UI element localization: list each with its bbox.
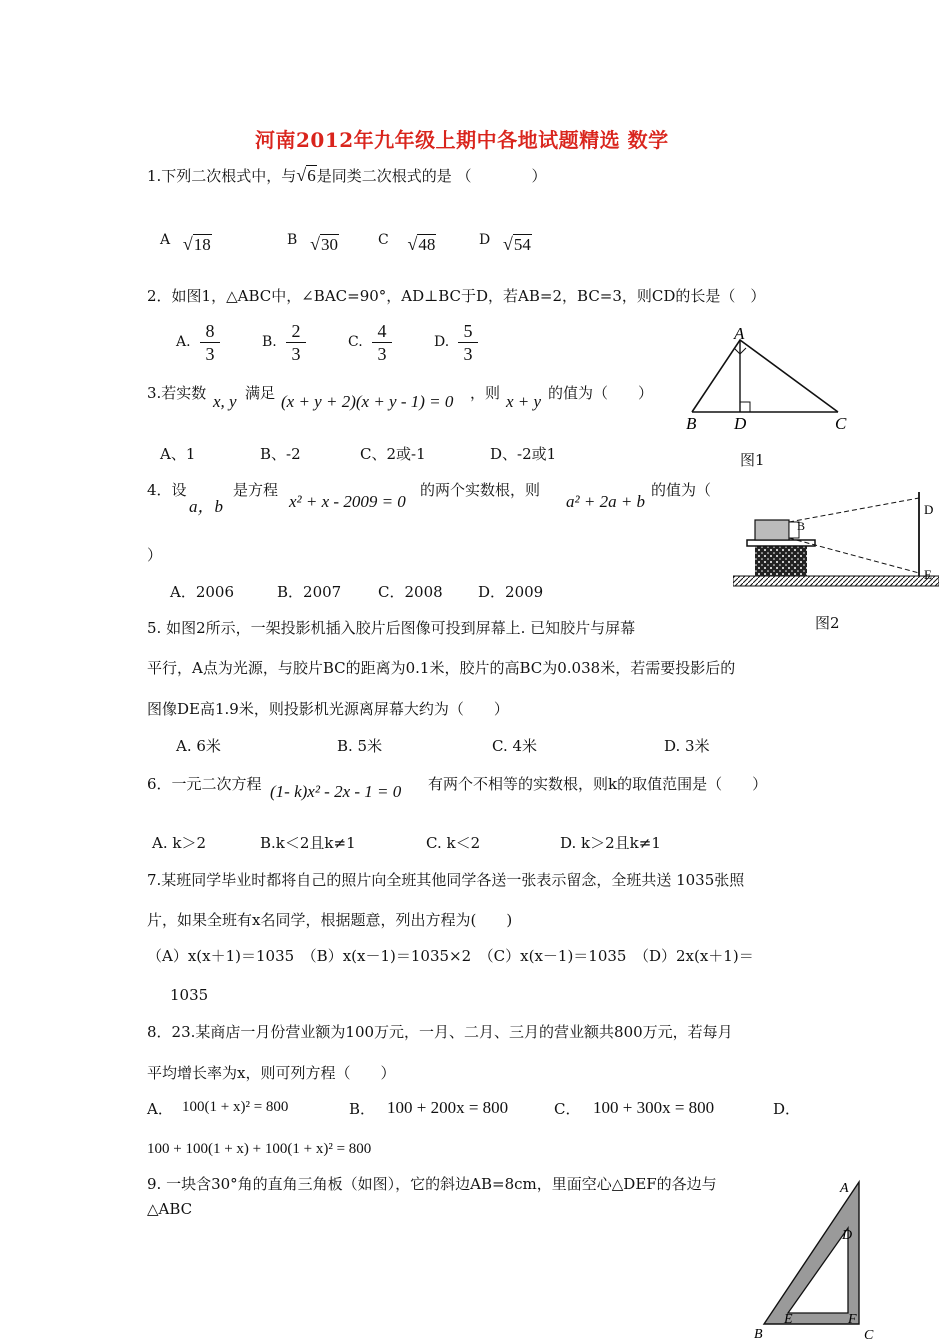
q5-option-d: D. 3米 [664,737,710,755]
page-title: 河南2012年九年级上期中各地试题精选 数学 [255,128,669,152]
q7-line-4: 1035 [170,986,209,1004]
q8-option-a-label: A． [147,1100,173,1118]
fig3-label-d: D [842,1228,853,1243]
q6-option-b: B.k＜2且k≠1 [260,834,356,852]
q3-stem-pre: 3.若实数 [147,384,207,402]
q8-line-1: 8．23.某商店一月份营业额为100万元，一月、二月、三月的营业额共800万元，若每月 [147,1023,733,1041]
q2-option-b-label: B. [262,334,277,350]
q1-option-b: B √30 [287,232,338,254]
q3-option-a: A、1 [160,445,196,463]
q6-option-a: A. k＞2 [152,834,207,852]
q4-vars: a，b [189,497,223,516]
q5-option-c: C. 4米 [492,737,538,755]
q3-stem-mid: 满足 [245,384,276,402]
q8-option-d-label: D． [773,1100,801,1118]
question-1 [147,165,546,186]
fig1-label-c: C [835,414,847,433]
q3-stem-post2: 的值为（ ） [548,384,654,402]
q3-option-b: B、-2 [260,445,301,463]
q4-stem-pre: 4．设 [147,481,187,499]
q4-option-c: C．2008 [378,583,443,601]
q3-option-c: C、2或-1 [360,445,426,463]
q2-option-c-label: C. [348,334,363,350]
fig3-label-b: B [754,1327,763,1342]
q8-option-a: 100(1 + x)² = 800 [182,1099,289,1115]
fig2-label-b: B [797,519,806,533]
q1-option-d: D √54 [479,232,531,254]
q1-radical: √6 [296,165,316,185]
q2-option-a-fraction: $\frac{8}{3}$ [200,320,220,365]
q5-line-2: 平行，A点为光源，与胶片BC的距离为0.1米，胶片的高BC为0.038米，若需要投影后的 [147,659,736,677]
q7-line-2: 片，如果全班有x名同学，根据题意，列出方程为( ) [147,911,513,929]
fig3-label-a: A [840,1181,849,1196]
q2-option-a-label: A. [176,334,191,350]
q1-stem-post: 是同类二次根式的是 （ ） [316,167,547,185]
q6-option-d: D. k＞2且k≠1 [560,834,661,852]
figure-1-caption: 图1 [740,451,765,469]
fig1-label-b: B [686,414,697,433]
q8-option-d: 100 + 100(1 + x) + 100(1 + x)² = 800 [147,1141,372,1157]
fig2-label-d: D [924,502,934,517]
figure-2-projector [733,488,939,590]
q9-line-2: △ABC [147,1200,193,1218]
q4-stem-post: 的值为（ [651,481,712,499]
q4-close-paren: ） [147,546,163,564]
q4-option-a: A．2006 [170,583,235,601]
fig3-label-c: C [864,1328,874,1342]
q3-vars: x, y [213,392,237,411]
fig1-label-a: A [734,328,745,343]
q6-stem-post: 有两个不相等的实数根，则k的取值范围是（ ） [428,775,768,793]
q3-stem-post1: ，则 [470,384,501,402]
fig2-label-e: E [924,567,932,582]
q2-option-d-label: D. [434,334,450,350]
q2-option-c-fraction: $\frac{4}{3}$ [372,320,392,365]
q4-equation: x² + x - 2009 = 0 [289,492,406,511]
q9-line-1: 9. 一块含30°角的直角三角板（如图），它的斜边AB=8cm，里面空心△DEF的各边与 [147,1175,717,1193]
q3-option-d: D、-2或1 [490,445,557,463]
q5-option-a: A. 6米 [176,737,221,755]
q5-line-3: 图像DE高1.9米，则投影机光源离屏幕大约为（ ） [147,700,509,718]
q8-option-b: 100 + 200x = 800 [387,1098,509,1117]
q4-expr: a² + 2a + b [566,492,646,511]
fig1-label-d: D [734,414,747,433]
figure-1-triangle [680,328,855,438]
q4-option-b: B．2007 [277,583,342,601]
q8-option-b-label: B． [349,1100,376,1118]
q3-expr: x + y [506,392,542,411]
q8-option-c-label: C． [554,1100,581,1118]
fig3-label-f: F [848,1312,857,1327]
q1-option-c: C √48 [378,232,436,254]
q8-line-2: 平均增长率为x，则可列方程（ ） [147,1064,396,1082]
q6-equation: (1- k)x² - 2x - 1 = 0 [270,782,402,801]
fig3-label-e: E [784,1312,793,1327]
question-2: 2．如图1，△ABC中，∠BAC=90°，AD⊥BC于D，若AB=2，BC=3，则CD的长是（ ） [147,287,766,305]
q7-line-3: （A）x(x＋1)＝1035 （B）x(x－1)＝1035×2 （C）x(x－1)＝1035 （D）2x(x＋1)＝ [147,947,754,965]
q4-stem-mid: 是方程 [233,481,279,499]
q2-option-b-fraction: $\frac{2}{3}$ [286,320,306,365]
q7-line-1: 7.某班同学毕业时都将自己的照片向全班其他同学各送一张表示留念，全班共送 1035张照 [147,871,745,889]
q3-equation: (x + y + 2)(x + y - 1) = 0 [281,392,454,411]
q8-option-c: 100 + 300x = 800 [593,1098,715,1117]
q2-option-d-fraction: $\frac{5}{3}$ [458,320,478,365]
q4-stem-mid2: 的两个实数根，则 [420,481,541,499]
q6-option-c: C. k＜2 [426,834,481,852]
q1-option-a: A √18 [160,232,211,254]
q1-stem-pre: 1.下列二次根式中，与 [147,167,297,185]
figure-2-caption: 图2 [815,614,840,632]
q4-option-d: D．2009 [478,583,544,601]
q6-stem-pre: 6．一元二次方程 [147,775,262,793]
figure-3-set-square [750,1176,885,1342]
q5-option-b: B. 5米 [337,737,383,755]
q5-line-1: 5. 如图2所示，一架投影机插入胶片后图像可投到屏幕上. 已知胶片与屏幕 [147,619,636,637]
